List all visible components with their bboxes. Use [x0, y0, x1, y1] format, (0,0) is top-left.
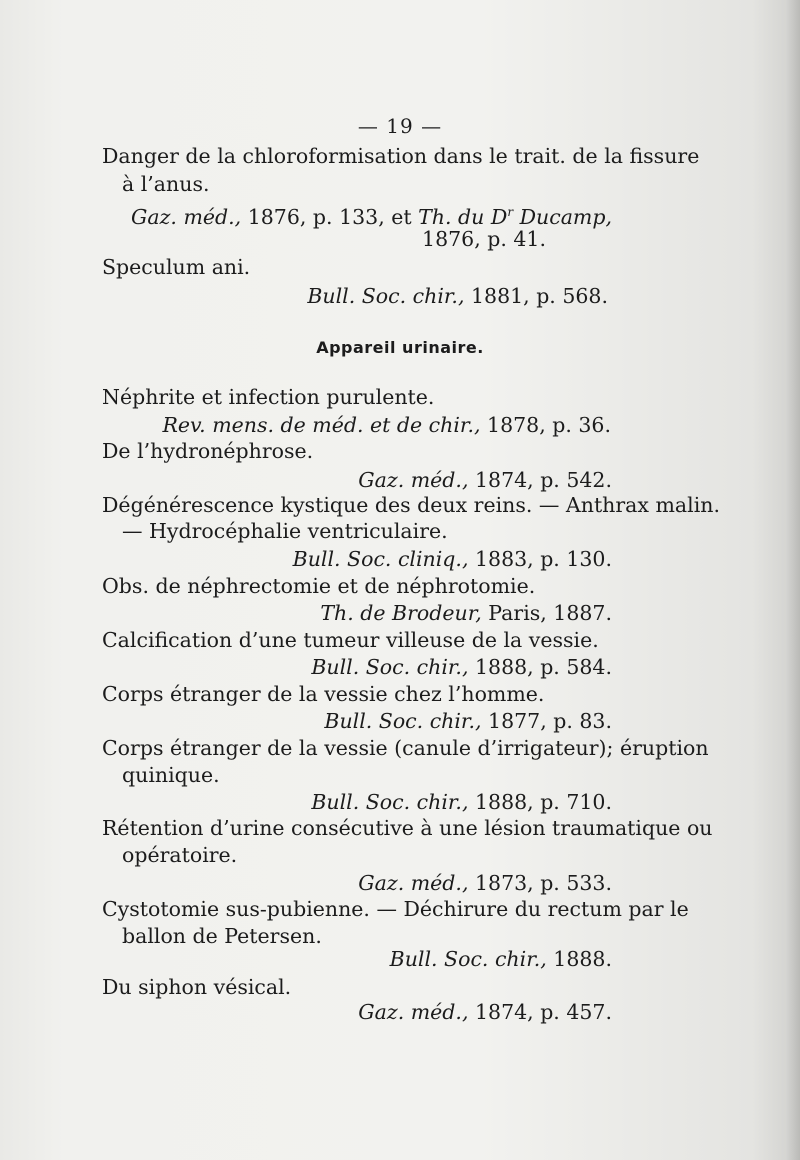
- journal-name: Gaz. méd.,: [131, 204, 242, 229]
- reference-line: [324, 707, 612, 735]
- reference-line: [307, 282, 608, 310]
- reference-line: [162, 411, 611, 439]
- thesis-name: Th. de Brodeur,: [320, 601, 482, 625]
- entry-title-line: Néphrite et infection purulente.: [102, 385, 435, 409]
- reference-detail: 1888.: [546, 947, 612, 971]
- entry-title-line: opératoire.: [122, 843, 238, 867]
- journal-name: Bull. Soc. chir.,: [311, 790, 469, 814]
- journal-name: Bull. Soc. chir.,: [324, 709, 482, 733]
- reference-detail: 1874, p. 542.: [468, 468, 612, 492]
- entry-title-line: Obs. de néphrectomie et de néphrotomie.: [102, 574, 536, 598]
- reference-detail: 1873, p. 533.: [468, 871, 612, 895]
- entry-title-line: — Hydrocéphalie ventriculaire.: [122, 519, 448, 543]
- reference-line: [358, 869, 612, 897]
- reference-line: [390, 945, 612, 973]
- reference-line: [311, 653, 612, 681]
- reference-detail: 1874, p. 457.: [468, 1000, 612, 1024]
- journal-name: Bull. Soc. chir.,: [389, 947, 547, 971]
- section-heading: Appareil urinaire.: [316, 338, 484, 357]
- reference-line: [358, 998, 612, 1026]
- entry-title-line: Dégénérescence kystique des deux reins. — Anthrax malin.: [102, 493, 720, 517]
- reference-detail: 1876, p. 133, et: [241, 204, 419, 229]
- entry-title-line: Cystotomie sus-pubienne. — Déchirure du rectum par le: [102, 897, 689, 921]
- reference-line: [320, 599, 612, 627]
- entry-title-line: Corps étranger de la vessie (canule d’irrigateur); éruption: [102, 736, 709, 760]
- entry-title-line: Corps étranger de la vessie chez l’homme.: [102, 682, 545, 706]
- superscript: r: [507, 205, 514, 219]
- reference-detail: 1888, p. 710.: [468, 790, 612, 814]
- reference-detail: Paris, 1887.: [481, 601, 612, 625]
- journal-name: Bull. Soc. chir.,: [307, 284, 465, 308]
- reference-line: [293, 545, 612, 573]
- entry-title-line: Speculum ani.: [102, 255, 251, 279]
- entry-title-line: à l’anus.: [122, 172, 210, 196]
- reference-detail: 1878, p. 36.: [480, 413, 611, 437]
- reference-detail: 1888, p. 584.: [468, 655, 612, 679]
- entry-title-line: Danger de la chloroformisation dans le trait. de la fissure: [102, 144, 700, 168]
- entry-title-line: Calcification d’une tumeur villeuse de la vessie.: [102, 628, 599, 652]
- thesis-author: Ducamp,: [513, 204, 612, 229]
- reference-line: [311, 788, 612, 816]
- page-number: — 19 —: [357, 114, 443, 138]
- journal-name: Rev. mens. de méd. et de chir.,: [162, 413, 481, 437]
- thesis-name: Th. du D: [418, 204, 508, 229]
- journal-name: Gaz. méd.,: [358, 468, 469, 492]
- journal-name: Bull. Soc. chir.,: [311, 655, 469, 679]
- entry-title-line: quinique.: [122, 763, 220, 787]
- journal-name: Gaz. méd.,: [358, 1000, 469, 1024]
- reference-detail: 1881, p. 568.: [464, 284, 608, 308]
- entry-title-line: Rétention d’urine consécutive à une lésion traumatique ou: [102, 816, 713, 840]
- journal-name: Bull. Soc. cliniq.,: [292, 547, 469, 571]
- journal-name: Gaz. méd.,: [358, 871, 469, 895]
- reference-detail: 1877, p. 83.: [481, 709, 612, 733]
- reference-line: [358, 466, 612, 494]
- reference-line: 1876, p. 41.: [422, 227, 546, 251]
- entry-title-line: De l’hydronéphrose.: [102, 439, 314, 463]
- entry-title-line: ballon de Petersen.: [122, 924, 322, 948]
- reference-detail: 1883, p. 130.: [468, 547, 612, 571]
- entry-title-line: Du siphon vésical.: [102, 975, 292, 999]
